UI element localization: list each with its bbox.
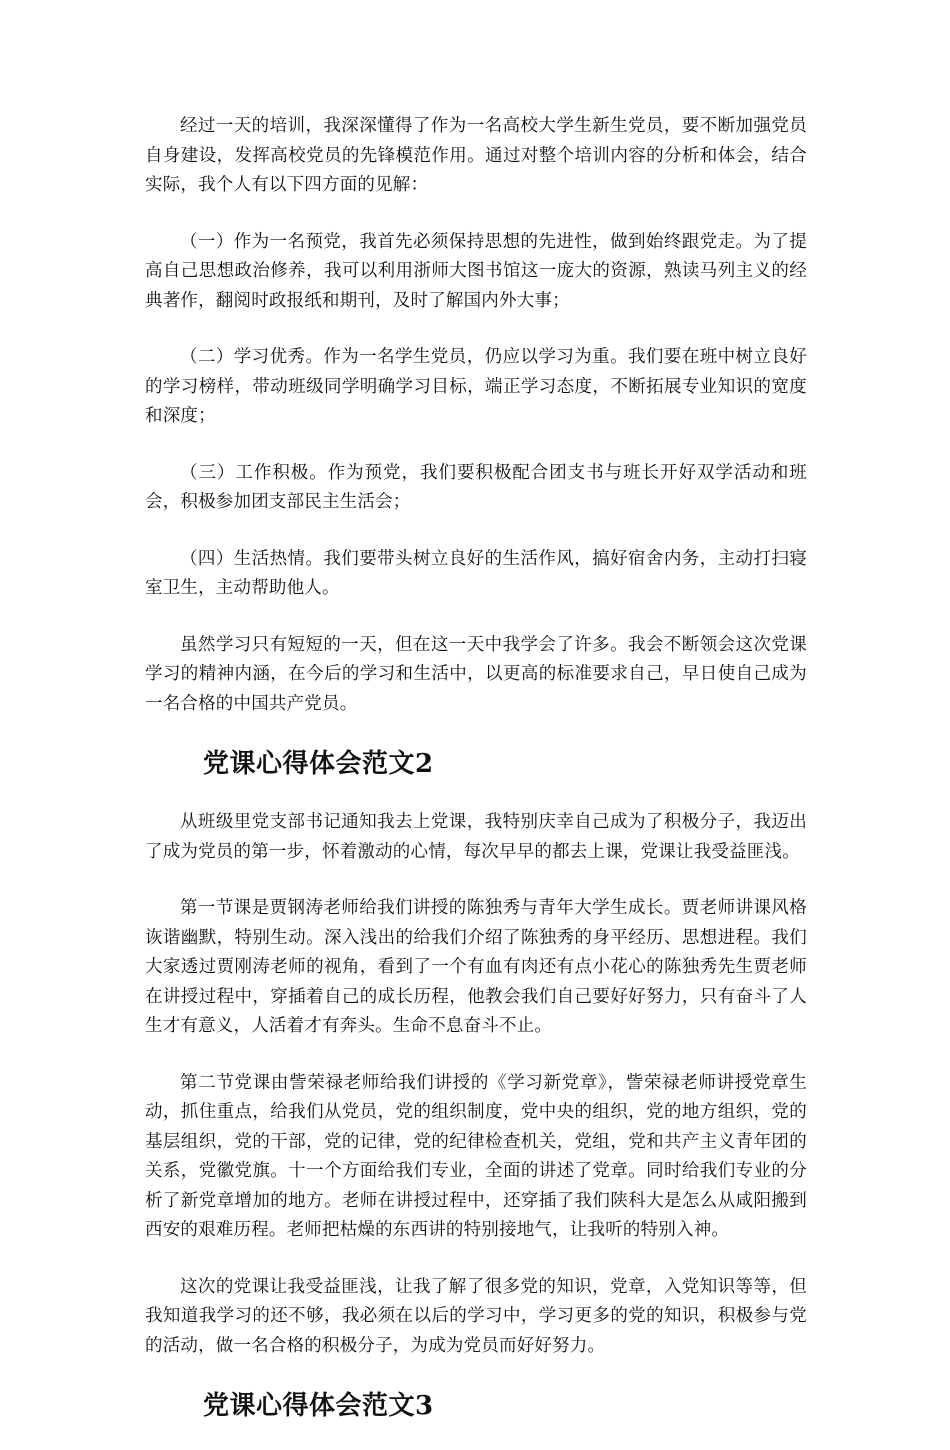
paragraph: （二）学习优秀。作为一名学生党员，仍应以学习为重。我们要在班中树立良好的学习榜样，带动班级同学明确学习目标，端正学习态度，不断拓展专业知识的宽度和深度； xyxy=(145,347,807,426)
document-page xyxy=(145,112,807,1450)
paragraph: 虽然学习只有短短的一天，但在这一天中我学会了许多。我会不断领会这次党课学习的精神内涵，在今后的学习和生活中，以更高的标准要求自己，早日使自己成为一名合格的中国共产党员。 xyxy=(145,634,807,714)
paragraph: 经过一天的培训，我深深懂得了作为一名高校大学生新生党员，要不断加强党员自身建设，发挥高校党员的先锋模范作用。通过对整个培训内容的分析和体会，结合实际，我个人有以下四方面的见解： xyxy=(145,116,807,195)
paragraph: （三）工作积极。作为预党，我们要积极配合团支书与班长开好双学活动和班会，积极参加团支部民主生活会； xyxy=(145,462,807,512)
section-heading: 党课心得体会范文3 xyxy=(203,1391,434,1421)
paragraph: （一）作为一名预党，我首先必须保持思想的先进性，做到始终跟党走。为了提高自己思想政治修养，我可以利用浙师大图书馆这一庞大的资源，熟读马列主义的经典著作，翻阅时政报纸和期刊，及时了解国内外大事； xyxy=(145,231,807,311)
paragraph: 第二节党课由訾荣禄老师给我们讲授的《学习新党章》，訾荣禄老师讲授党章生动，抓住重点，给我们从党员，党的组织制度，党中央的组织，党的地方组织，党的基层组织，党的干部，党的记律，党的纪律检查机关，党组，党和共产主义青年团的关系，党徽党旗。十一个方面给我们专业，全面的讲述了党章。同时给我们专业的分析了新党章增加的地方。老师在讲授过程中，还穿插了我们陕科大是怎么从咸阳搬到西安的艰难历程。老师把枯燥的东西讲的特别接地气，让我听的特别入神。 xyxy=(145,1072,807,1240)
paragraph: 第一节课是贾钢涛老师给我们讲授的陈独秀与青年大学生成长。贾老师讲课风格诙谐幽默，特别生动。深入浅出的给我们介绍了陈独秀的身平经历、思想进程。我们大家透过贾刚涛老师的视角，看到了一个有血有肉还有点小花心的陈独秀先生贾老师在讲授过程中，穿插着自己的成长历程，他教会我们自己要好好努力，只有奋斗了人生才有意义，人活着才有奔头。生命不息奋斗不止。 xyxy=(145,898,807,1036)
paragraph: 这次的党课让我受益匪浅，让我了解了很多党的知识，党章，入党知识等等，但我知道我学习的还不够，我必须在以后的学习中，学习更多的党的知识，积极参与党的活动，做一名合格的积极分子，为成为党员而好好努力。 xyxy=(145,1276,807,1356)
paragraph: （四）生活热情。我们要带头树立良好的生活作风，搞好宿舍内务，主动打扫寝室卫生，主动帮助他人。 xyxy=(145,548,807,598)
paragraph: 从班级里党支部书记通知我去上党课，我特别庆幸自己成为了积极分子，我迈出了成为党员的第一步，怀着激动的心情，每次早早的都去上课，党课让我受益匪浅。 xyxy=(145,812,807,862)
section-heading: 党课心得体会范文2 xyxy=(203,749,434,779)
